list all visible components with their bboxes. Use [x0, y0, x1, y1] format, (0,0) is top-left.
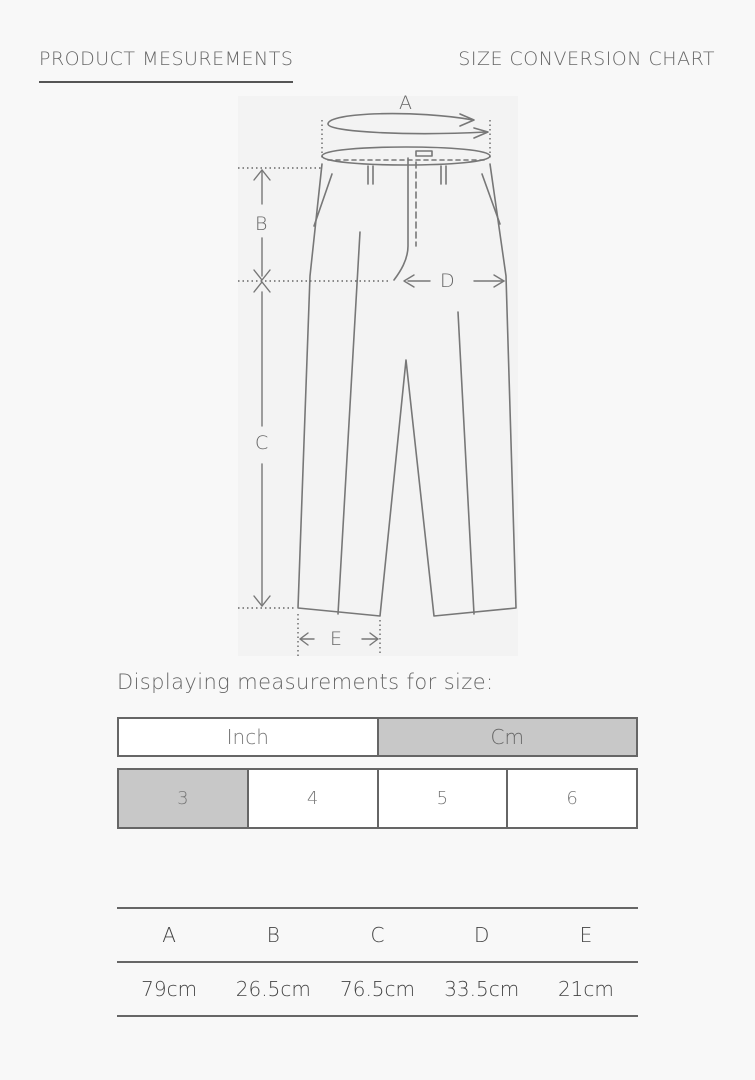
header-b: B [266, 923, 280, 947]
label-a: A [399, 92, 412, 114]
trousers-outline-icon [238, 96, 518, 656]
value-e: 21cm [557, 977, 614, 1001]
header-d: D [474, 923, 490, 947]
tab-size-conversion-chart[interactable]: SIZE CONVERSION CHART [458, 48, 715, 70]
size-5-button[interactable]: 5 [379, 768, 509, 829]
value-b: 26.5cm [235, 977, 311, 1001]
header-e: E [579, 923, 593, 947]
value-c: 76.5cm [340, 977, 416, 1001]
trousers-diagram [238, 92, 518, 656]
tab-product-measurements[interactable]: PRODUCT MESUREMENTS [39, 48, 293, 83]
header-a: A [162, 923, 176, 947]
size-selector-label: Displaying measurements for size: [117, 670, 494, 694]
size-6-button[interactable]: 6 [508, 768, 638, 829]
unit-inch-button[interactable]: Inch [117, 717, 379, 757]
value-d: 33.5cm [444, 977, 520, 1001]
table-row [117, 963, 638, 1017]
measurements-table [117, 907, 638, 1017]
size-3-button[interactable]: 3 [117, 768, 249, 829]
label-c: C [255, 432, 269, 454]
size-4-button[interactable]: 4 [249, 768, 379, 829]
header-c: C [370, 923, 385, 947]
unit-toggle [117, 717, 638, 757]
size-options [117, 768, 638, 829]
label-d: D [440, 270, 455, 292]
tab-bar [39, 48, 715, 88]
unit-cm-button[interactable]: Cm [379, 717, 639, 757]
value-a: 79cm [141, 977, 198, 1001]
table-header-row [117, 907, 638, 963]
label-e: E [330, 628, 343, 650]
label-b: B [255, 213, 268, 235]
